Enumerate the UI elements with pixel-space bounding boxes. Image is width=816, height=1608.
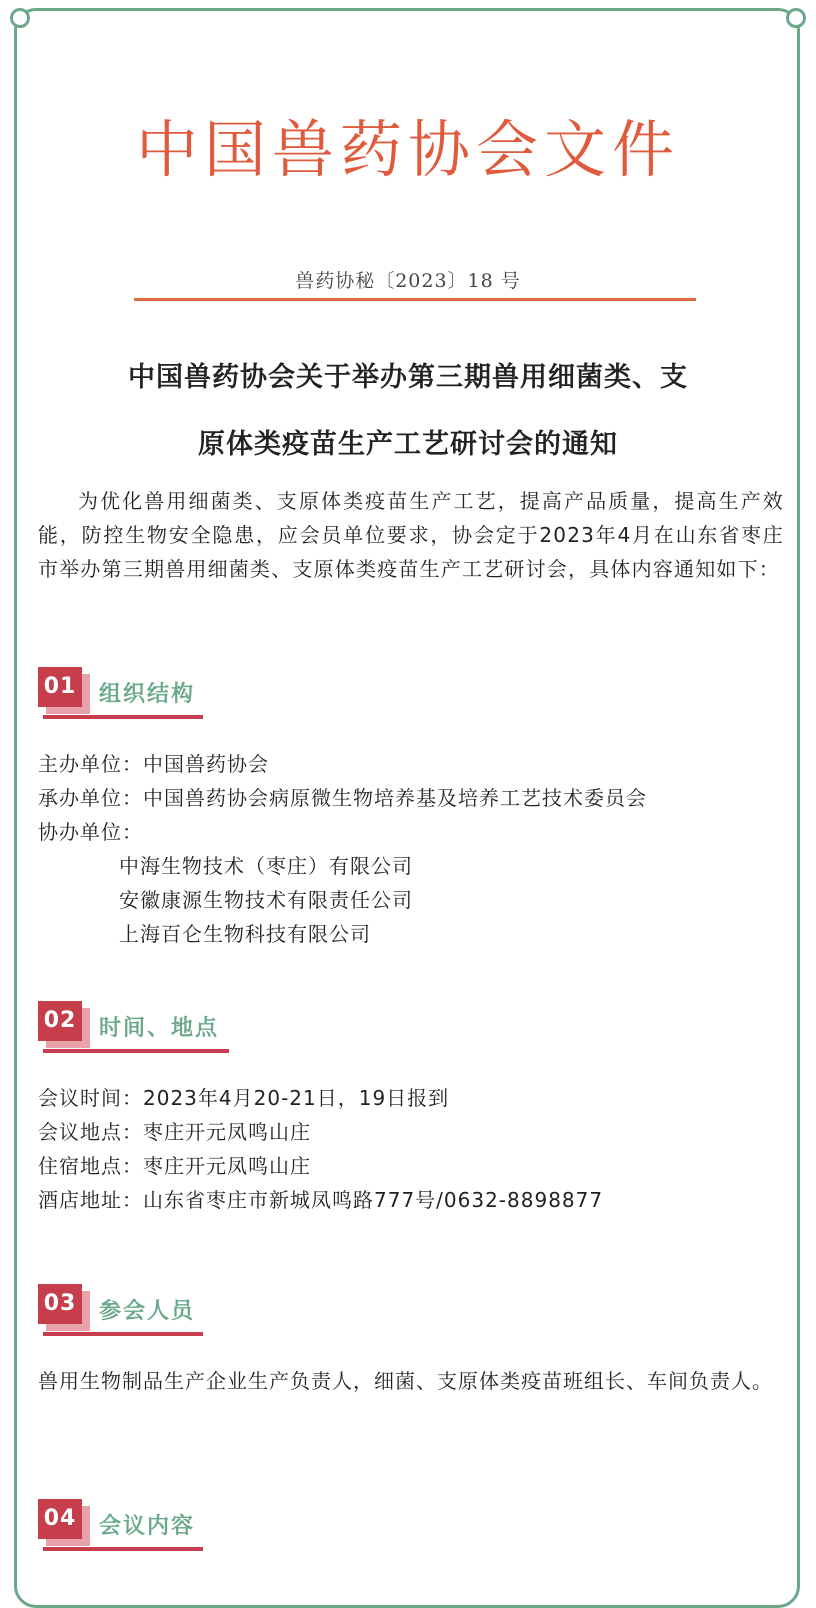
section-title: 组织结构	[99, 682, 196, 707]
co-organizer-label: 协办单位：	[38, 820, 143, 844]
section-title: 会议内容	[99, 1514, 196, 1539]
section-header-04	[38, 1499, 438, 1559]
frame-corner-left	[10, 8, 30, 28]
notice-title-line-2: 原体类疫苗生产工艺研讨会的通知	[198, 429, 618, 460]
meeting-time-line: 会议时间：2023年4月20-21日，19日报到	[38, 1086, 450, 1110]
attendees-text: 兽用生物制品生产企业生产负责人，细菌、支原体类疫苗班组长、车间负责人。	[38, 1369, 773, 1393]
section-02-content	[38, 1081, 798, 1217]
document-header: 中国兽药协会文件	[135, 113, 680, 186]
lodging-line: 住宿地点：枣庄开元凤鸣山庄	[38, 1154, 311, 1178]
hotel-address-line: 酒店地址：山东省枣庄市新城凤鸣路777号/0632-8898877	[38, 1188, 604, 1212]
section-underline	[43, 1547, 203, 1551]
section-underline	[43, 1332, 203, 1336]
organizer-line: 主办单位：中国兽药协会	[38, 752, 269, 776]
notice-title-line-1: 中国兽药协会关于举办第三期兽用细菌类、支	[128, 362, 688, 393]
section-03-content	[38, 1364, 798, 1398]
section-title: 时间、地点	[99, 1016, 220, 1041]
section-underline	[43, 715, 203, 719]
section-title: 参会人员	[99, 1299, 196, 1324]
intro-paragraph: 为优化兽用细菌类、支原体类疫苗生产工艺，提高产品质量，提高生产效能，防控生物安全隐患，应会员单位要求，协会定于2023年4月在山东省枣庄市举办第三期兽用细菌类、支原体类疫苗生产工艺研讨会，具体内容通知如下：	[38, 489, 784, 581]
section-header-03	[38, 1284, 438, 1344]
frame-corner-right	[786, 8, 806, 28]
section-number: 03	[38, 1284, 82, 1324]
co-organizer-item: 安徽康源生物技术有限责任公司	[119, 888, 413, 912]
section-header-01	[38, 667, 438, 727]
section-header-02	[38, 1001, 438, 1061]
section-number: 01	[38, 667, 82, 707]
meeting-venue-line: 会议地点：枣庄开元凤鸣山庄	[38, 1120, 311, 1144]
co-organizer-item: 中海生物技术（枣庄）有限公司	[119, 854, 413, 878]
undertaker-line: 承办单位：中国兽药协会病原微生物培养基及培养工艺技术委员会	[38, 786, 647, 810]
document-number: 兽药协秘〔2023〕18 号	[295, 270, 521, 292]
co-organizer-item: 上海百仑生物科技有限公司	[119, 922, 371, 946]
section-underline	[43, 1049, 229, 1053]
header-divider	[134, 298, 696, 301]
section-01-content	[38, 747, 798, 951]
section-number: 04	[38, 1499, 82, 1539]
section-number: 02	[38, 1001, 82, 1041]
